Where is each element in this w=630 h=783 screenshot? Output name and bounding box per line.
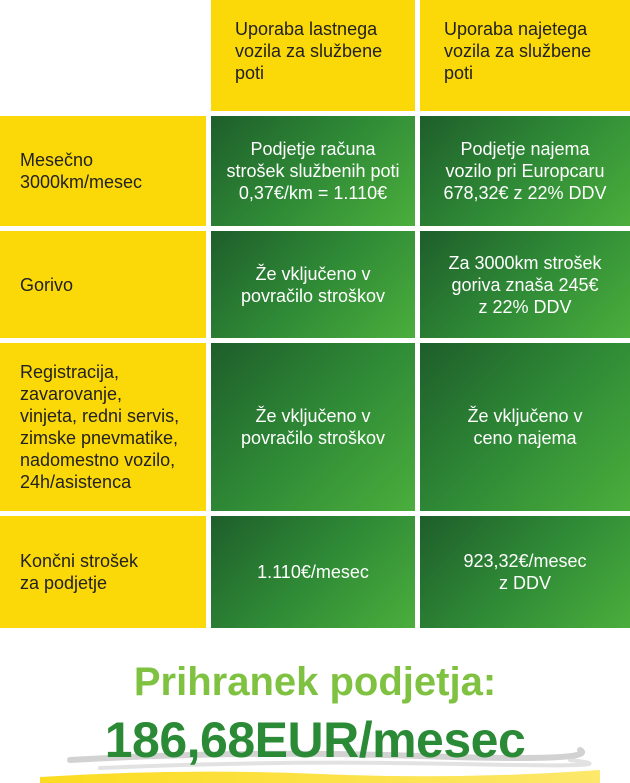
cell-registration-rented — [420, 343, 630, 511]
cell-monthly-rented — [420, 116, 630, 226]
cell-fuel-rented-text: Za 3000km strošek goriva znaša 245€ z 22% DDV — [448, 252, 602, 317]
header-own-vehicle — [211, 0, 415, 111]
row-label-final-cost-text: Končni strošek za podjetje — [20, 551, 139, 593]
row-label-final-cost — [0, 516, 206, 628]
row-label-monthly — [0, 116, 206, 226]
row-label-fuel — [0, 231, 206, 338]
cell-fuel-own — [211, 231, 415, 338]
cell-final-cost-own-text: 1.110€/mesec — [257, 562, 369, 582]
row-label-monthly-text: Mesečno 3000km/mesec — [20, 150, 143, 192]
cell-registration-own-text: Že vključeno v povračilo stroškov — [240, 406, 386, 448]
row-label-registration — [0, 343, 206, 511]
savings-value: 186,68EUR/mesec — [104, 712, 526, 768]
header-rented-vehicle-text: Uporaba najetega vozila za službene poti — [444, 19, 592, 83]
cell-final-cost-rented-text: 923,32€/mesec z DDV — [463, 551, 587, 593]
cell-fuel-own-text: Že vključeno v povračilo stroškov — [240, 263, 386, 306]
row-label-registration-text: Registracija, zavarovanje, vinjeta, redni servis, zimske pnevmatike, nadomestno vozilo, 24h/asistenca — [20, 362, 180, 492]
cell-final-cost-rented — [420, 516, 630, 628]
cell-registration-own — [211, 343, 415, 511]
row-label-fuel-text: Gorivo — [20, 274, 74, 295]
header-rented-vehicle — [420, 0, 630, 111]
cell-monthly-own — [211, 116, 415, 226]
cell-final-cost-own — [211, 516, 415, 628]
cell-registration-rented-text: Že vključeno v ceno najema — [467, 406, 583, 448]
cell-monthly-rented-text: Podjetje najema vozilo pri Europcaru 678,32€ z 22% DDV — [443, 139, 607, 203]
header-own-vehicle-text: Uporaba lastnega vozila za službene poti — [235, 19, 383, 83]
savings-title: Prihranek podjetja: — [133, 660, 497, 704]
cell-fuel-rented — [420, 231, 630, 338]
cell-monthly-own-text: Podjetje računa strošek službenih poti 0,37€/km = 1.110€ — [226, 139, 400, 203]
